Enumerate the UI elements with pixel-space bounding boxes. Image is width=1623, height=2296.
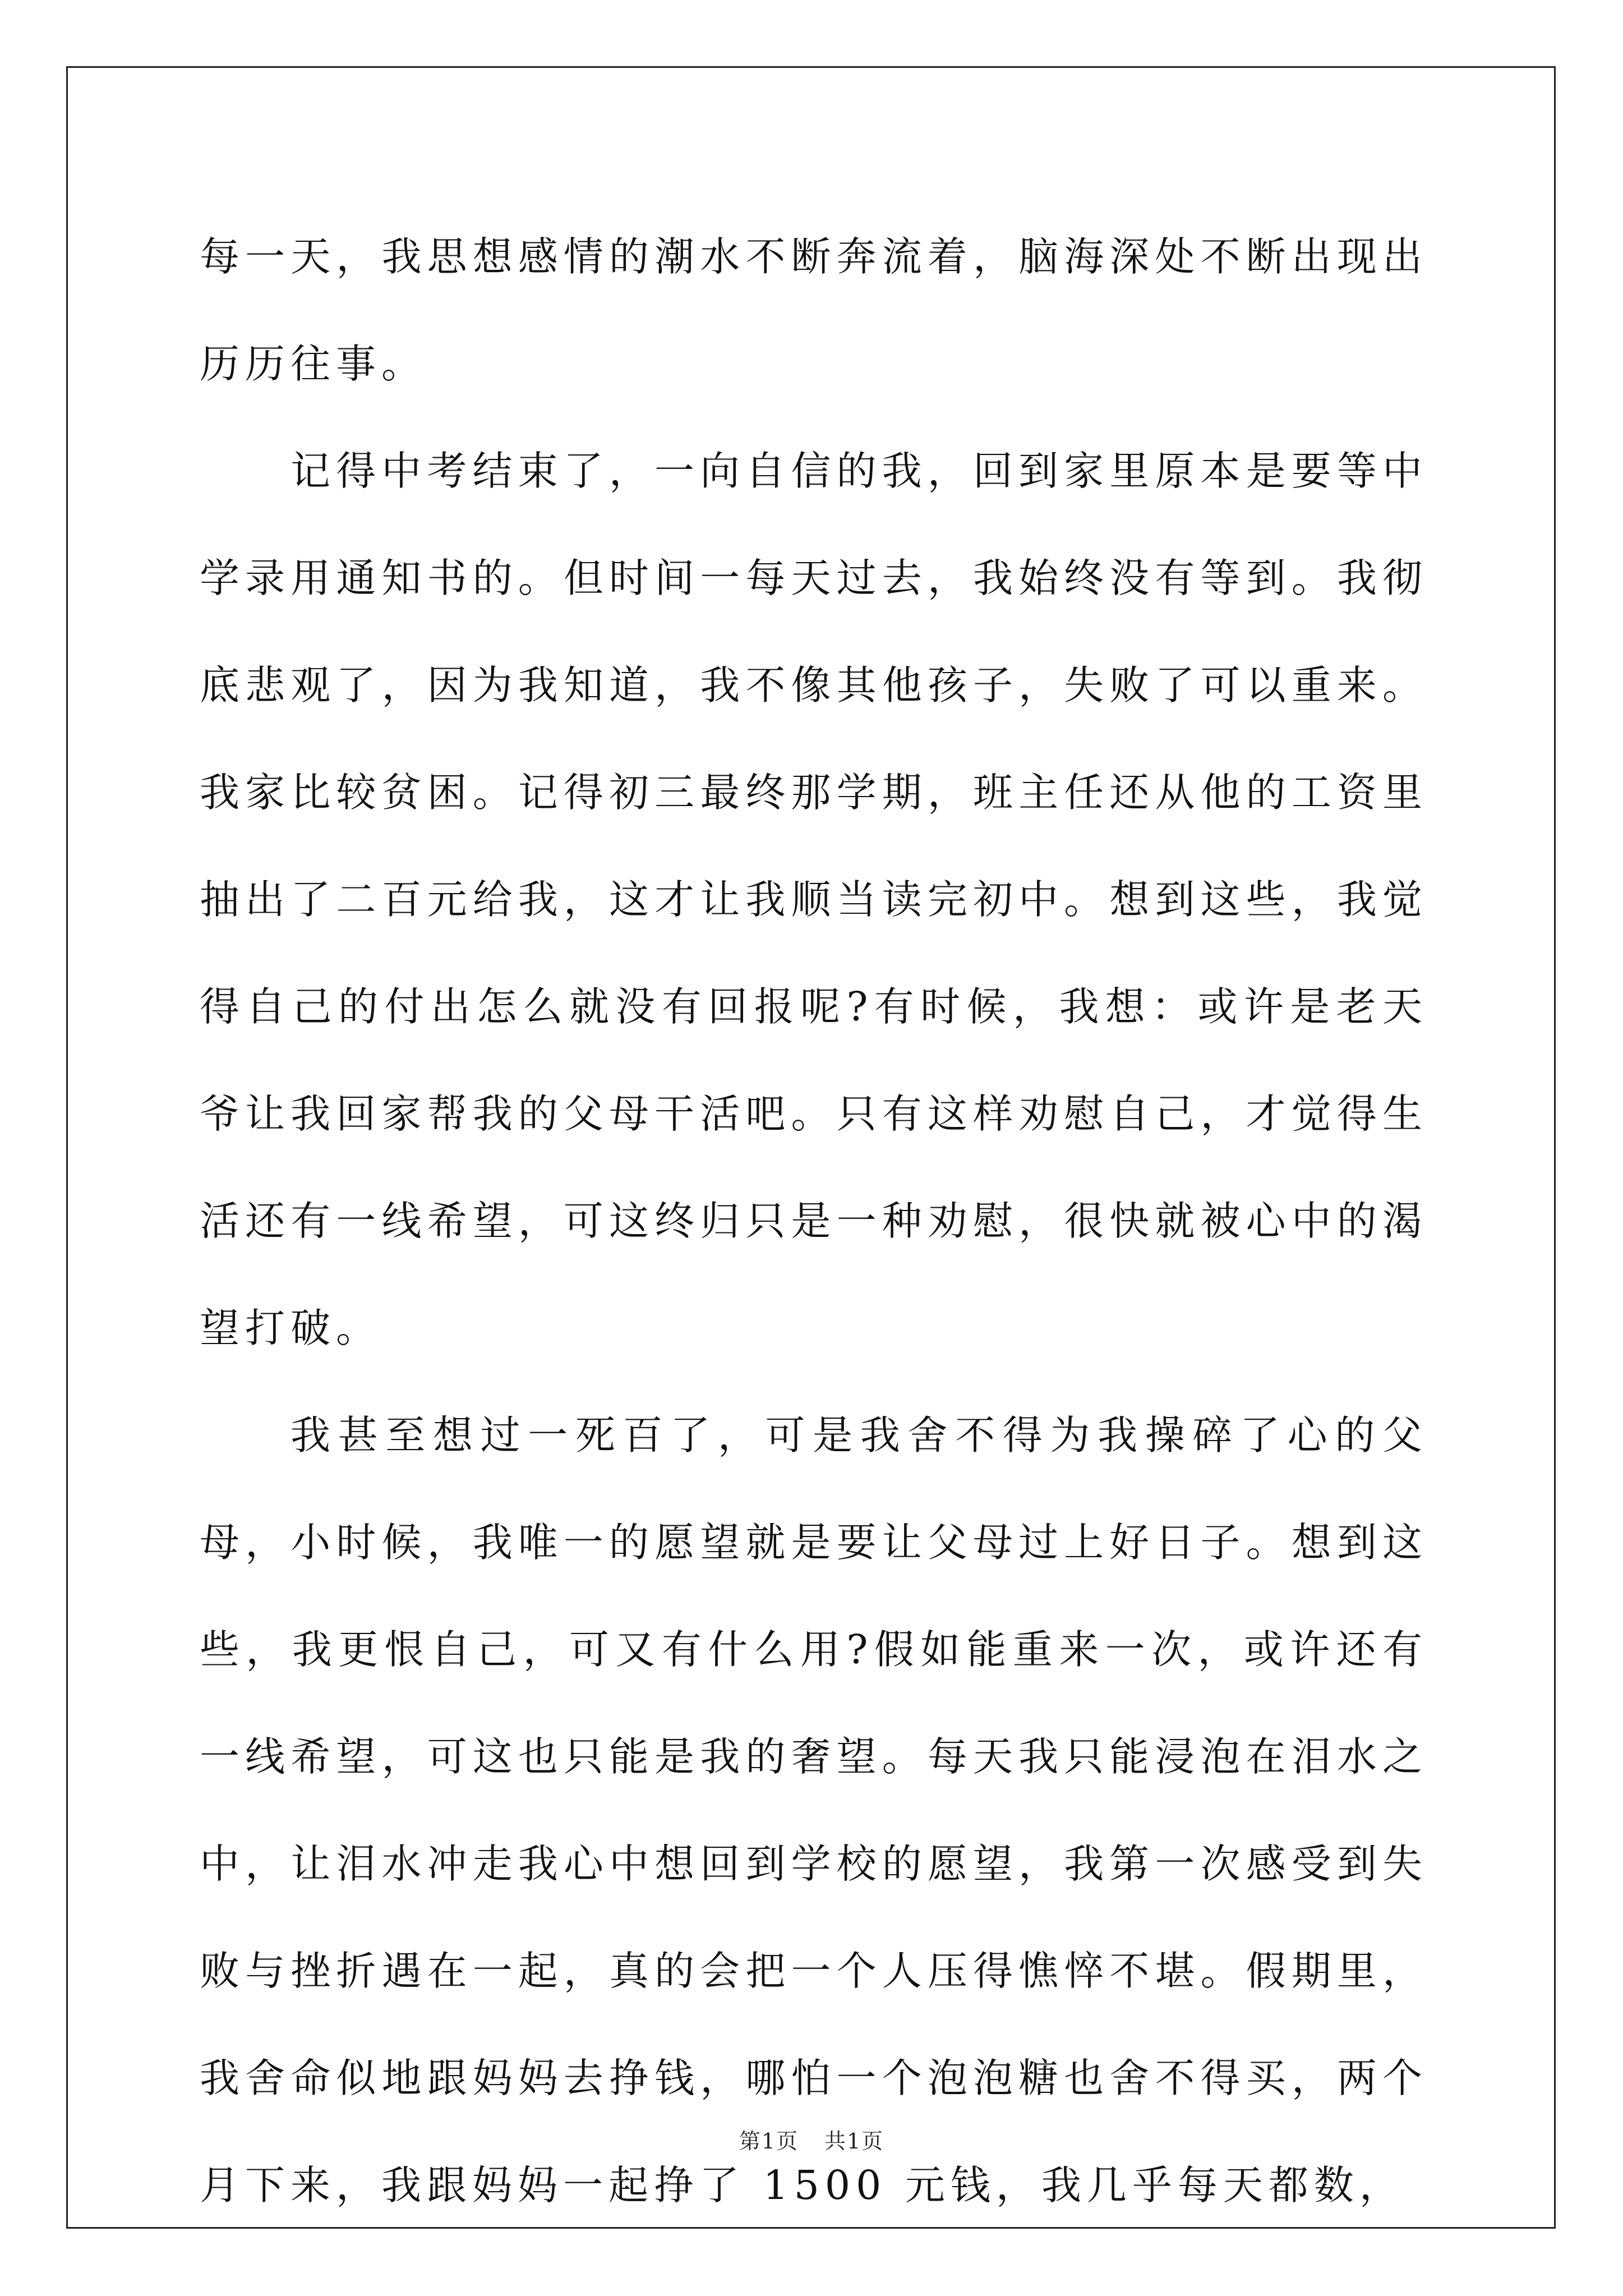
- paragraph-2: 记得中考结束了，一向自信的我，回到家里原本是要等中学录用通知书的。但时间一每天过去，我始终没有等到。我彻底悲观了，因为我知道，我不像其他孩子，失败了可以重来。我家比较贫困。记得初三最终那学期，班主任还从他的工资里抽出了二百元给我，这才让我顺当读完初中。想到这些，我觉得自己的付出怎么就没有回报呢?有时候，我想：或许是老天爷让我回家帮我的父母干活吧。只有这样劝慰自己，才觉得生活还有一线希望，可这终归只是一种劝慰，很快就被心中的渴望打破。: [200, 448, 1428, 1351]
- page-footer: [0, 2124, 1623, 2155]
- page-number-current: 第1页: [739, 2129, 799, 2154]
- page-number-total: 共1页: [824, 2129, 884, 2154]
- document-body: [200, 203, 1428, 2239]
- paragraph-3: 我甚至想过一死百了，可是我舍不得为我操碎了心的父母，小时候，我唯一的愿望就是要让父母过上好日子。想到这些，我更恨自己，可又有什么用?假如能重来一次，或许还有一线希望，可这也只能是我的奢望。每天我只能浸泡在泪水之中，让泪水冲走我心中想回到学校的愿望，我第一次感受到失败与挫折遇在一起，真的会把一个人压得憔悴不堪。假期里，我舍命似地跟妈妈去挣钱，哪怕一个泡泡糖也舍不得买，两个月下来，我跟妈妈一起挣了 1500 元钱，我几乎每天都数，: [200, 1412, 1428, 2208]
- paragraph-1: 每一天，我思想感情的潮水不断奔流着，脑海深处不断出现出历历往事。: [200, 233, 1428, 387]
